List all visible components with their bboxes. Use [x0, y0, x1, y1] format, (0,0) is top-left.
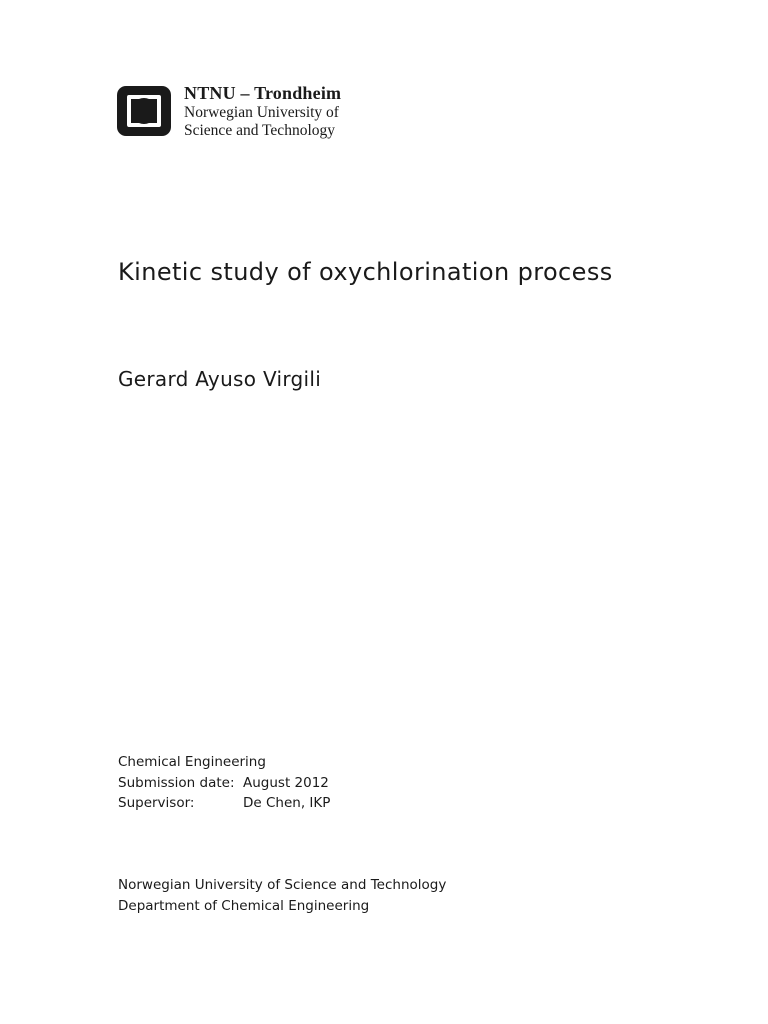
- thesis-title: Kinetic study of oxychlorination process: [118, 258, 613, 286]
- submission-label: Submission date:: [118, 774, 235, 791]
- institution-footer: [118, 875, 446, 916]
- logo-line-2: Norwegian University of: [184, 104, 339, 121]
- program-row: [118, 752, 330, 773]
- logo-text: [184, 83, 341, 140]
- supervisor-label: Supervisor:: [118, 795, 195, 811]
- footer-department: Department of Chemical Engineering: [118, 897, 370, 914]
- supervisor-row: [118, 793, 330, 814]
- submission-value: August 2012: [243, 774, 329, 791]
- logo-line-3: Science and Technology: [184, 122, 335, 139]
- program-name: Chemical Engineering: [118, 754, 266, 770]
- logo-dot: [131, 98, 157, 124]
- submission-row: [118, 773, 330, 794]
- logo-university-name: NTNU – Trondheim: [184, 83, 342, 103]
- supervisor-value: De Chen, IKP: [243, 795, 331, 811]
- author-name: Gerard Ayuso Virgili: [118, 367, 322, 391]
- footer-university: Norwegian University of Science and Technology: [118, 877, 447, 893]
- thesis-metadata: [118, 752, 330, 814]
- ntnu-logo-icon: [117, 86, 171, 136]
